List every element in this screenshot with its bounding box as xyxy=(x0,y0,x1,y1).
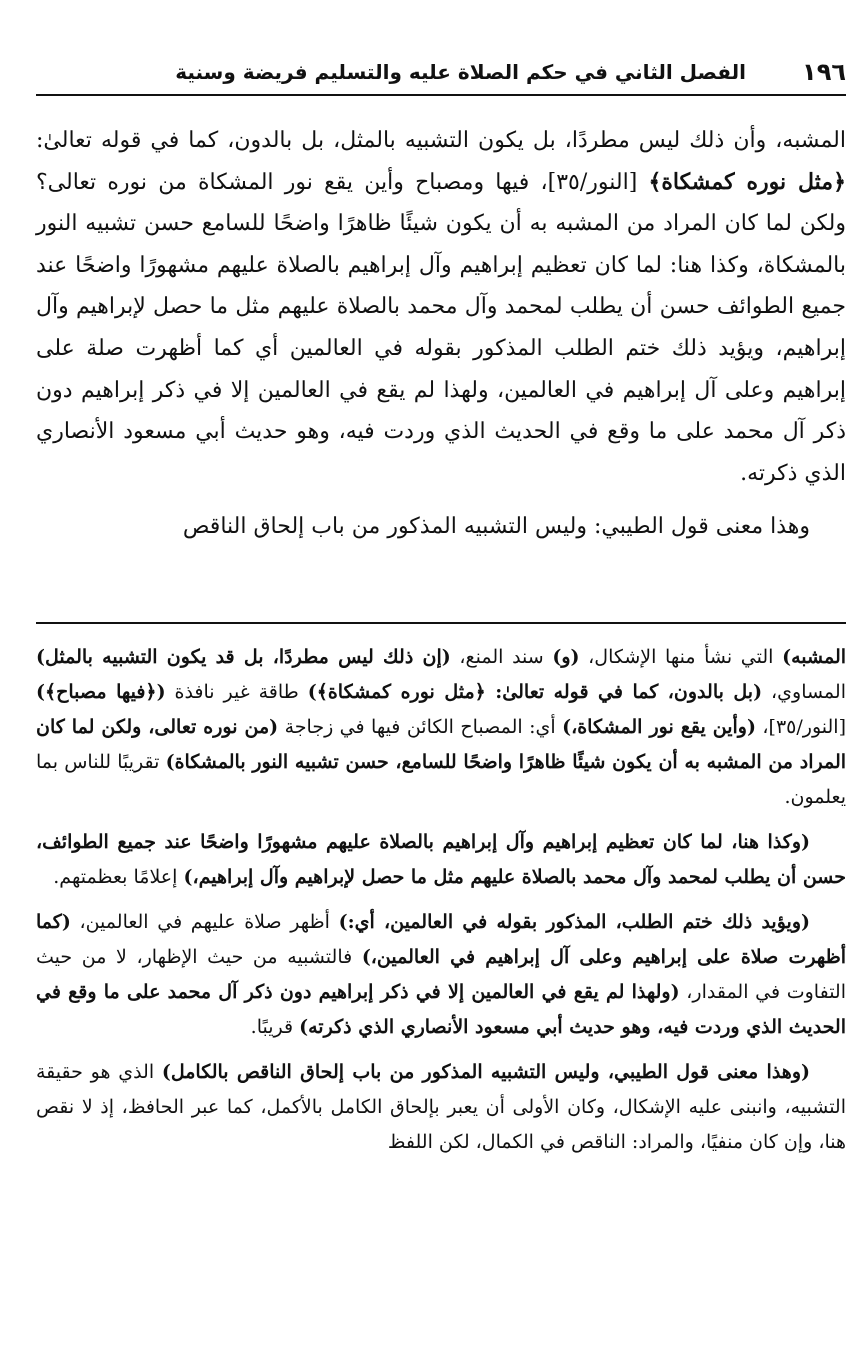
main-text xyxy=(36,120,846,548)
page-number: ١٩٦ xyxy=(802,58,846,86)
commentary-paragraph: (وهذا معنى قول الطيبي، وليس التشبيه المذكور من باب إلحاق الناقص بالكامل) الذي هو حقيقة التشبيه، وانبنى عليه الإشكال، وكان الأولى أن يعبر بإلحاق الكامل بالأكمل، كما عبر الحافظ، إذ لا نقص هنا، وإن كان منفيًا، والمراد: الناقص في الكمال، لكن اللفظ xyxy=(36,1061,846,1153)
main-paragraph: وهذا معنى قول الطيبي: وليس التشبيه المذكور من باب إلحاق الناقص xyxy=(182,514,810,540)
footnote-divider xyxy=(36,622,846,624)
commentary-paragraph: (وكذا هنا، لما كان تعظيم إبراهيم وآل إبراهيم بالصلاة عليهم مشهورًا واضحًا عند جميع الطوائف، حسن أن يطلب لمحمد وآل محمد بالصلاة عليهم مثل ما حصل لإبراهيم وآل إبراهيم،) إعلامًا بعظمتهم. xyxy=(36,831,846,888)
running-header xyxy=(36,54,846,96)
commentary-paragraph: (ويؤيد ذلك ختم الطلب، المذكور بقوله في العالمين، أي:) أظهر صلاة عليهم في العالمين، (كما أظهرت صلاة على إبراهيم وعلى آل إبراهيم في العالمين،) فالتشبيه من حيث الإظهار، لا من حيث التفاوت في المقدار، (ولهذا لم يقع في العالمين إلا في ذكر إبراهيم دون ذكر آل محمد على ما وقع في الحديث الذي وردت فيه، وهو حديث أبي مسعود الأنصاري الذي ذكرته) قريبًا. xyxy=(36,911,846,1038)
quran-quote: ﴿مثل نوره كمشكاة﴾ xyxy=(648,168,846,195)
commentary-paragraph: المشبه) التي نشأ منها الإشكال، (و) سند المنع، (إن ذلك ليس مطردًا، بل قد يكون التشبيه بالمثل) المساوي، (بل بالدون، كما في قوله تعالىٰ: ﴿مثل نوره كمشكاة﴾) طاقة غير نافذة (﴿فيها مصباح﴾) [النور/٣٥]، (وأين يقع نور المشكاة،) أي: المصباح الكائن فيها في زجاجة (من نوره تعالى، ولكن لما كان المراد من المشبه به أن يكون شيئًا ظاهرًا واضحًا للسامع، حسن تشبيه النور بالمشكاة) تقريبًا للناس بما يعلمون. xyxy=(36,646,847,808)
commentary-text xyxy=(36,640,846,1170)
main-paragraph: المشبه، وأن ذلك ليس مطردًا، بل يكون التشبيه بالمثل، بل بالدون، كما في قوله تعالىٰ: ﴿مثل نوره كمشكاة﴾ [النور/٣٥]، فيها ومصباح وأين يقع نور المشكاة من نوره تعالى؟ ولكن لما كان المراد من المشبه به أن يكون شيئًا ظاهرًا واضحًا للسامع حسن تشبيه النور بالمشكاة، وكذا هنا: لما كان تعظيم إبراهيم وآل إبراهيم بالصلاة عليهم مشهورًا واضحًا عند جميع الطوائف حسن أن يطلب لمحمد وآل محمد بالصلاة عليهم مثل ما حصل لإبراهيم وآل إبراهيم، ويؤيد ذلك ختم الطلب المذكور بقوله في العالمين أي كما أظهرت صلة على إبراهيم وعلى آل إبراهيم في العالمين، ولهذا لم يقع في العالمين إلا في ذكر إبراهيم دون ذكر آل محمد على ما وقع في الحديث الذي وردت فيه، وهو حديث أبي مسعود الأنصاري الذي ذكرته. xyxy=(36,128,846,486)
chapter-title: الفصل الثاني في حكم الصلاة عليه والتسليم فريضة وسنية xyxy=(175,60,746,84)
